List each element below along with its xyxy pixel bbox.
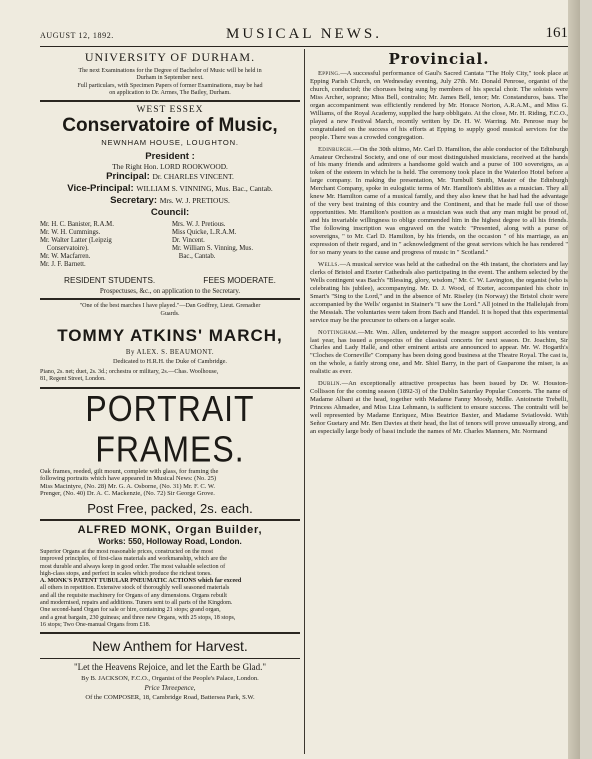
para-line: the able conductor of the Edinburgh Amateur Orchestral — [310, 145, 568, 161]
council-label: Council: — [150, 206, 190, 218]
para-line: support accorded to his venture last year, has issued a — [310, 328, 568, 344]
para-line: Exeter, accompanied his choir in Smart's "Sing to the Lord," — [310, 284, 568, 300]
principal-row — [40, 171, 300, 183]
para-line: to all his friends. The following inscription was engraved — [310, 217, 568, 233]
monk-line: 16 stops; Two One-manual Organs from £18. — [40, 621, 151, 628]
council-member: Mr. William S. Vinning, Mus. — [172, 245, 254, 253]
place-name: Nottingham. — [318, 328, 358, 336]
para-line: will prove unusually strong, and an especially large body of — [310, 420, 568, 435]
vice-principal-row — [40, 183, 300, 195]
post-free-price: Post Free, packed, 2s. each. — [87, 500, 253, 516]
news-paragraph-epping — [310, 70, 568, 142]
para-line: " of his marriage, as an expression of their regard, and in — [310, 233, 568, 249]
para-line: and in the absence of Mr. Riseley (in Norway) the Bristol — [384, 292, 538, 300]
para-line: Archer, soprano; Miss Bell, contralto; Mr. James Bell, — [324, 93, 472, 101]
vice-principal-name: WILLIAM S. VINNING, Mus. Bac., Cantab. — [136, 183, 273, 193]
harvest-anthem-advert — [40, 638, 300, 701]
para-line: Mr. Hamilton came of a musical family, and they also knew — [326, 193, 487, 201]
place-name: Epping. — [318, 70, 341, 77]
conservatoire-advert — [40, 105, 300, 295]
para-line: a new Festival March, recently written by Dr. H. W. Warring. — [330, 117, 508, 125]
place-name: Dublin. — [318, 380, 342, 388]
para-line: Beatrice Baxter, and Madame Sviatlovski. With Señor — [310, 412, 568, 428]
anthem-composer: By B. JACKSON, F.C.O., Organist of the People's Palace, London. — [81, 675, 259, 683]
para-line: Fanny Moody, Mdlle. Antoinette Trebelli, Princess Ahmadee, — [310, 396, 568, 412]
council-member: Mr. W. H. Cummings. — [40, 228, 101, 236]
resident-row — [40, 275, 300, 285]
fees-moderate: FEES MODERATE. — [203, 275, 276, 286]
council-list — [40, 221, 300, 270]
para-line: that he had had the advantage of the very best training of this — [310, 193, 568, 209]
tommy-quote-cont: Guards. — [160, 310, 180, 317]
section-rule — [40, 658, 300, 659]
para-line: harp obbligato. At the close, Mr. H. Riding, F.C.O., played — [310, 109, 568, 125]
section-rule — [40, 298, 300, 300]
durham-advert — [40, 50, 300, 97]
monk-line: A. MONK'S PATENT TUBULAR PNEUMATIC ACTIONS which far exceed — [40, 578, 242, 585]
right-column — [310, 49, 568, 754]
para-line: de Corneville" Company has been doing good business at the — [335, 352, 497, 360]
para-line: name of Madame Albani at the head, together with Madame — [310, 388, 568, 404]
tommy-quote: "One of the best marches I have played."—Dan Godfrey, Lieut. Grenadier — [79, 303, 261, 310]
news-paragraph-dublin — [310, 380, 568, 436]
portrait-line: Oak frames, reeded, gilt mount, complete with glass, for framing the — [40, 467, 219, 475]
resident-students: RESIDENT STUDENTS. — [64, 275, 156, 286]
para-line: artists are announced to appear. Mr. W. Hogarth's "Cloches — [310, 344, 568, 360]
conservatoire-title: Conservatoire of Music, — [62, 115, 278, 137]
tommy-prices — [40, 369, 300, 384]
para-line: selected by the Wells contingent was Bach's "Blessing, — [310, 268, 568, 284]
para-line: and Miss G. Williams, of the Royal Academy, supplied the — [310, 101, 568, 117]
para-line: esteem in which he is held. The ceremony took place in — [343, 169, 493, 177]
portrait-frames-advert — [40, 388, 300, 516]
para-line: such that any man might be proud of, and his invariable — [310, 209, 568, 225]
para-line: " to Mr. Carl D. Hamilton, by his friends, on the occasion — [342, 233, 502, 241]
portrait-line: Miss Macintyre, (No. 28) Mr. G. A. Osborne, (No. 31) Mr. F. C. W. — [40, 482, 215, 490]
para-line: choir were accompanied by the Wells' organist in Stainer's — [310, 292, 568, 308]
secretary-name: Mrs. W. J. PRETIOUS. — [159, 195, 230, 205]
council-member: Conservatoire). — [40, 245, 89, 253]
secretary-row — [40, 195, 300, 207]
para-line: —An exceptionally attractive prospectus has been — [341, 380, 486, 388]
para-line: people. There was a crowded congregation. — [310, 133, 424, 141]
tommy-author: By ALEX. S. BEAUMONT. — [125, 348, 215, 356]
para-line: at the hands of his many friends and admirers a handsome — [310, 153, 568, 169]
anthem-title: New Anthem for Harvest. — [92, 638, 248, 655]
news-paragraph-wells — [310, 261, 568, 325]
anthem-price: Price Threepence, — [144, 684, 196, 693]
para-line: "The Holy City," took place at Epping Parish Church, on — [310, 70, 568, 85]
president-name: The Right Hon. LORD ROOKWOOD. — [112, 162, 228, 172]
para-line: prospectus of the classical concerts for next season. Dr. — [374, 336, 531, 344]
para-line: of Mr. Hamilton's abilities as a musician. They all knew — [310, 185, 568, 201]
para-line: " for so many years to the cause and progress of music in — [310, 241, 568, 256]
para-line: tenor; Mr. Constanduros, bass. The organ accompaniment — [310, 93, 568, 109]
para-line: issued by Dr. W. Houston-Collisson for the coming season — [310, 380, 568, 396]
para-line: Messiah. The voluntaries were taken from Bach and Handel. — [319, 308, 480, 316]
monk-works: Works: 550, Holloway Road, London. — [98, 536, 242, 546]
council-member: Dr. Vincent. — [172, 236, 205, 244]
council-column-left — [40, 221, 172, 270]
council-member: Mr. J. F. Barnett. — [40, 261, 86, 269]
para-line: It is hoped that this experimental service may be the precursor — [310, 308, 568, 324]
council-member: Mr. H. C. Banister, R.A.M. — [40, 220, 114, 228]
place-name: Edinburgh. — [318, 145, 354, 153]
para-line: organist of the church, conducted; the choruses being sung — [310, 77, 568, 93]
page-header — [40, 22, 568, 44]
para-line: " acknowledgment of the great services which he has rendered — [398, 241, 564, 249]
durham-text — [40, 68, 300, 97]
place-name: Wells. — [318, 260, 340, 268]
para-line: —Mr. Wm. Allen, undeterred by the meagre — [357, 328, 480, 336]
monk-line: improved principles, of first-class materials and workmanship, which are the — [40, 556, 227, 563]
para-line: country and the Continent, and that he made full use of those — [398, 201, 568, 209]
monk-line: and a great bargain, 230 guineas; and three new Organs, with 25 stops, 18 stops, — [40, 614, 236, 621]
publication-title: MUSICAL NEWS. — [226, 26, 382, 42]
para-line: willingness to oblige commended him in the highest degree — [359, 217, 521, 225]
tommy-address: 81, Regent Street, London. — [40, 376, 106, 383]
council-member: Mrs. W. J. Pretious. — [172, 220, 226, 228]
council-member: Mr. Walter Latter (Leipzig — [40, 236, 112, 244]
anthem-address: Of the COMPOSER, 18, Cambridge Road, Battersea Park, S.W. — [85, 694, 255, 702]
section-rule — [40, 632, 300, 634]
president-label: President : — [145, 151, 195, 163]
para-line: and Miss Liza Lehmann, is sufficient to ensure success. The — [362, 404, 524, 412]
para-line: —A successful performance of Gaul's Sacred Cantata — [340, 70, 484, 77]
column-divider — [304, 49, 305, 754]
council-column-right — [172, 221, 300, 270]
anthem-song-title: "Let the Heavens Rejoice, and let the Earth be Glad." — [73, 662, 267, 673]
para-line: the presentation, Mr. Turnbull Smith, Master of the — [388, 177, 537, 185]
para-line: Joachim, Sir Charles and Lady Hallé, and other eminent — [310, 336, 568, 352]
durham-title: UNIVERSITY OF DURHAM. — [84, 50, 256, 64]
para-line: contralti will be well represented by Madame Enriquez, Miss — [310, 404, 568, 420]
news-paragraph-edinburgh — [310, 146, 568, 257]
principal-name: Dr. CHARLES VINCENT. — [152, 171, 234, 181]
para-line: by members of his special choir. The soloists were Miss — [310, 85, 568, 101]
monk-text — [40, 549, 300, 629]
portrait-text — [40, 468, 300, 498]
para-line: glory, wisdom," Mr. C. W. Lavington, the organist (who is — [415, 276, 568, 284]
prospectus-note: Prospectuses, &c., on application to the Secretary. — [99, 287, 241, 296]
monk-line: and modernised, repairs and additions. Tuners sent to all parts of the Kingdom. — [40, 599, 233, 606]
council-member: Mr. W. Macfarren. — [40, 253, 91, 261]
provincial-heading: Provincial. — [388, 50, 490, 68]
section-rule — [40, 519, 300, 521]
para-line: on the watch: "Presented, along with a purse of sovereigns, — [310, 225, 568, 241]
west-essex-label: WEST ESSEX — [136, 105, 204, 116]
header-rule — [40, 46, 568, 47]
para-line: efforts at Epping to supply good musical services for the — [409, 125, 568, 133]
durham-line: Full particulars, with Specimen Papers of former Examinations, may be had — [77, 82, 263, 89]
council-member: Bac., Cantab. — [172, 253, 216, 261]
para-line: opportunities. Mr. Hamilton's position as a musician was — [310, 209, 464, 217]
portrait-line: following portraits which have appeared in Musical News: (No. 25) — [40, 475, 217, 483]
principal-label: Principal: — [106, 170, 150, 182]
section-rule — [40, 100, 300, 102]
left-column — [40, 49, 300, 754]
portrait-line: Prenger, (No. 40) Dr. A. C. Mackenzie, (No. 72) Sir George Grove. — [40, 490, 215, 498]
council-member: Miss Quicke, L.R.A.M. — [172, 228, 237, 236]
para-line: was efficiently rendered by Mr. Horace Norton, A.R.A.M., — [371, 101, 532, 109]
tommy-atkins-advert — [40, 303, 300, 383]
para-line: "I saw the Lord." All joined in the Hallelujah from the — [310, 300, 568, 316]
para-line: celebrating his jubilee), accompanying. Mr. D. J. Wood, of — [310, 284, 475, 292]
para-line: (1892-3) of the Dublin Saturday Popular Concerts. The — [397, 388, 545, 396]
durham-line: The next Examinations for the Degree of Bachelor of Music will be held in — [78, 68, 262, 74]
para-line: —On the 30th ultimo, Mr. Carl D. Hamilton, — [353, 145, 472, 153]
para-line: Guetary and Mr. Ben Davies at their head, the list of tenors — [326, 420, 482, 428]
para-line: to others on a larger scale. — [386, 316, 456, 324]
monk-line: One second-hand Organ for sale or hire, containing 21 stops; grand organ, — [40, 607, 221, 614]
tommy-title: TOMMY ATKINS' MARCH, — [57, 325, 283, 345]
para-line: the Waterloo Hotel before a large company. In making — [310, 169, 568, 185]
para-line: " Scotland." — [456, 248, 489, 256]
tommy-price-line: Piano, 2s. net; duet, 2s. 3d.; orchestra or military, 2s.—Chas. Woolhouse, — [40, 368, 219, 375]
page-edge — [568, 0, 580, 759]
para-line: Mr. Penrose may be congratulated on the success of his — [310, 117, 568, 133]
para-line: Cathedrals also participating in the event. The anthem — [384, 268, 527, 276]
para-line: Society, and one of our most distinguished musicians, received — [364, 153, 534, 161]
vice-principal-label: Vice-Principal: — [67, 182, 134, 194]
monk-line: all others in repetition. Extensive stock of thoroughly well seasoned materials — [40, 585, 230, 592]
para-line: gold watch and a purse of 100 sovereigns, as a token of the — [310, 161, 568, 177]
para-line: Edinburgh Merchant Company, spoke in eulogistic terms — [310, 177, 568, 193]
para-line: —A musical service was held at the cathedral on the — [339, 260, 479, 268]
monk-line: most durable and always keep in good order. The most valuable selection of — [40, 563, 226, 570]
durham-line: on application to Dr. Armes, The Bailey, Durham. — [109, 89, 231, 96]
page-number: 161 — [545, 25, 568, 41]
monk-line: Superior Organs at the most reasonable prices, constructed on the most — [40, 548, 214, 555]
conservatoire-location: NEWNHAM HOUSE, LOUGHTON. — [101, 138, 239, 148]
news-paragraph-nottingham — [310, 329, 568, 377]
portrait-frames-title: PORTRAIT FRAMES. — [85, 388, 255, 469]
durham-line: Durham in September next. — [136, 75, 204, 82]
para-line: Wednesday evening, July 27th. Mr. Donald Penrose, — [382, 77, 526, 85]
issue-date: AUGUST 12, 1892. — [40, 31, 114, 40]
monk-title: ALFRED MONK, Organ Builder, — [77, 523, 263, 536]
secretary-label: Secretary: — [110, 194, 158, 206]
para-line: realistic as ever. — [310, 368, 352, 376]
para-line: Theatre Royal. The cast is, on the whole, a fairly strong one, — [310, 352, 568, 368]
para-line: 4th instant, the choristers and lay clerks of Bristol and Exeter — [310, 260, 568, 276]
tommy-dedication: Dedicated to H.R.H. the Duke of Cambridge. — [112, 357, 227, 365]
para-line: and Mr. Shiel Barry, in the part of Gasparone the miser, is as — [402, 360, 568, 368]
monk-line: and all the requisite machinery for Organs of any dimensions. Organs rebuilt — [40, 592, 227, 599]
monk-advert — [40, 524, 300, 629]
para-line: bassi include the names of Mr. Charles Manners, Mr. Normand — [382, 427, 548, 435]
monk-line: high-class stops, and perfect in scales which produce the richest tones. — [40, 570, 212, 577]
